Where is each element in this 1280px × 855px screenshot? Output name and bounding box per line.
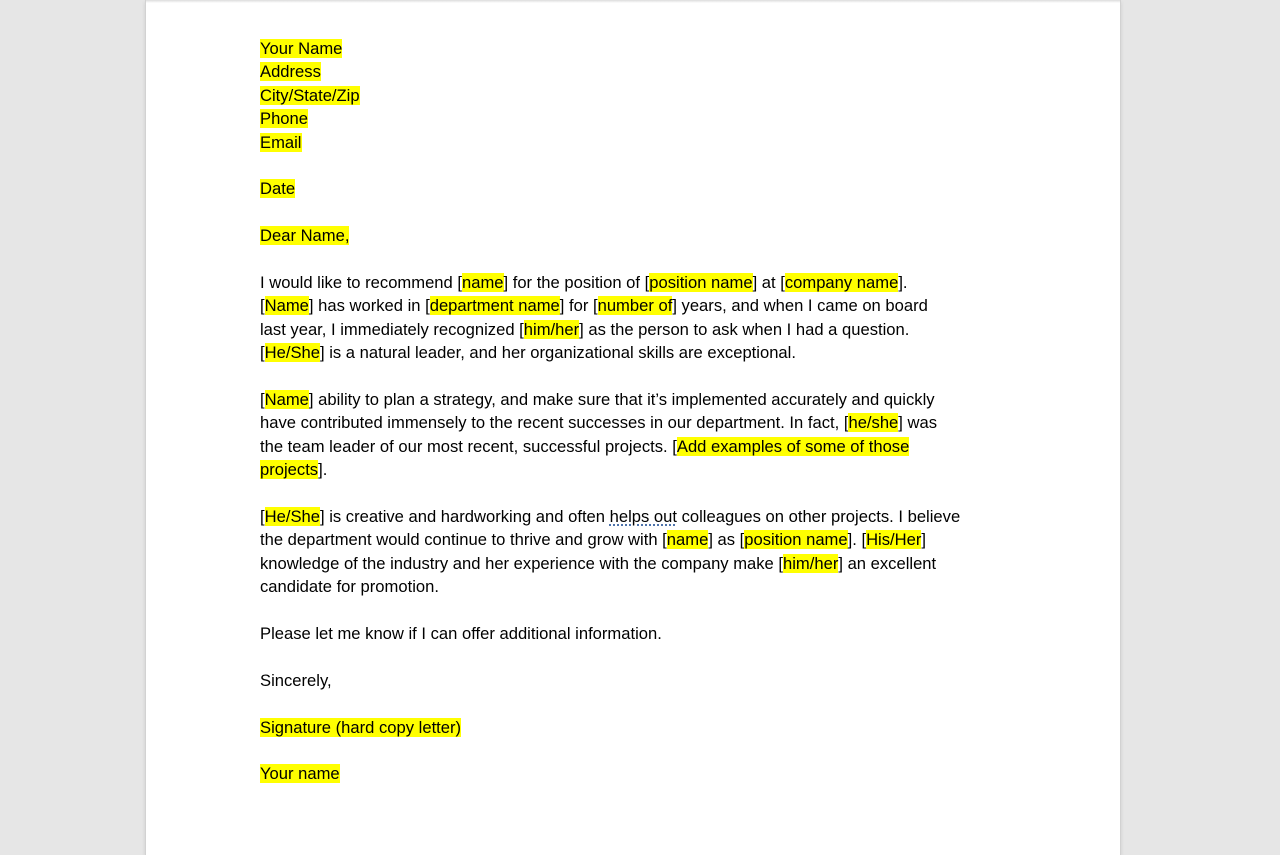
- text-run: ] as [: [708, 530, 745, 550]
- placeholder-he-she: He/She: [264, 507, 320, 527]
- placeholder-add-examples: Add examples of some of those: [676, 436, 910, 456]
- text-run: ] ability to plan a strategy, and make sure that it’s implemented accurately and quickly: [308, 390, 935, 410]
- text-run: [: [260, 507, 265, 527]
- placeholder-him-her: him/her: [783, 553, 839, 573]
- sender-block: [260, 37, 1020, 154]
- text-run: last year, I immediately recognized [: [260, 319, 524, 339]
- text-run: [: [260, 343, 265, 363]
- closing-line: [260, 669, 1020, 692]
- placeholder-position-name: position name: [649, 273, 753, 293]
- placeholder-his-her: His/Her: [866, 530, 922, 550]
- placeholder-name: Name: [264, 296, 309, 316]
- signoff-name: Your name: [260, 764, 340, 784]
- document-page: [145, 0, 1121, 855]
- signature-line: [260, 716, 1020, 739]
- text-run: ] for the position of [: [503, 273, 650, 293]
- sender-phone: Phone: [260, 109, 308, 129]
- closing: Sincerely,: [260, 670, 332, 690]
- text-run: ]. [: [847, 530, 867, 550]
- page-top-shadow: [146, 0, 1120, 3]
- placeholder-him-her: him/her: [523, 319, 580, 339]
- text-run: ] is creative and hardworking and often: [319, 507, 610, 527]
- text-run: colleagues on other projects. I believe: [676, 507, 961, 527]
- text-run: ] as the person to ask when I had a question.: [579, 319, 910, 339]
- text-run: ] was: [898, 413, 938, 433]
- placeholder-name: name: [666, 530, 709, 550]
- placeholder-number-of: number of: [597, 296, 673, 316]
- text-run: ]: [921, 530, 927, 550]
- text-run: have contributed immensely to the recent successes in our department. In fact, [: [260, 413, 849, 433]
- date-line: [260, 177, 1020, 200]
- placeholder-name: name: [461, 273, 504, 293]
- letter-date: Date: [260, 179, 296, 199]
- paragraph-offer: [260, 622, 1020, 645]
- text-run: ] at [: [752, 273, 785, 293]
- text-run: [: [260, 390, 265, 410]
- salutation: Dear Name,: [260, 226, 350, 246]
- sender-email: Email: [260, 132, 302, 152]
- text-run: I would like to recommend [: [260, 273, 462, 293]
- placeholder-company-name: company name: [784, 273, 899, 293]
- text-run: ].: [898, 273, 908, 293]
- placeholder-position-name: position name: [744, 530, 848, 550]
- text-run: ] years, and when I came on board: [672, 296, 928, 316]
- placeholder-he-she: he/she: [848, 413, 899, 433]
- sender-city-state-zip: City/State/Zip: [260, 85, 360, 105]
- signature-placeholder: Signature (hard copy letter): [260, 717, 462, 737]
- paragraph-creative: [260, 505, 1020, 599]
- sender-name: Your Name: [260, 39, 343, 58]
- signoff-line: [260, 762, 1020, 785]
- text-run: ] for [: [559, 296, 598, 316]
- placeholder-he-she: He/She: [264, 343, 320, 363]
- text-run: ] has worked in [: [308, 296, 430, 316]
- text-run: the team leader of our most recent, successful projects. [: [260, 436, 677, 456]
- paragraph-strategy: [260, 388, 1020, 482]
- text-run: ] is a natural leader, and her organizational skills are exceptional.: [319, 343, 796, 363]
- sender-address: Address: [260, 62, 321, 82]
- text-run: ].: [318, 460, 328, 480]
- text-run: [: [260, 296, 265, 316]
- paragraph-recommendation: [260, 271, 1020, 365]
- placeholder-name: Name: [264, 390, 309, 410]
- text-run: candidate for promotion.: [260, 577, 439, 597]
- offer-text: Please let me know if I can offer additional information.: [260, 624, 662, 644]
- text-run: knowledge of the industry and her experience with the company make [: [260, 553, 784, 573]
- placeholder-department-name: department name: [429, 296, 560, 316]
- grammar-suggestion[interactable]: helps out: [609, 507, 677, 527]
- letter-body[interactable]: [260, 37, 1020, 809]
- placeholder-projects: projects: [260, 460, 319, 480]
- salutation-line: [260, 224, 1020, 247]
- text-run: the department would continue to thrive and grow with [: [260, 530, 667, 550]
- text-run: ] an excellent: [838, 553, 937, 573]
